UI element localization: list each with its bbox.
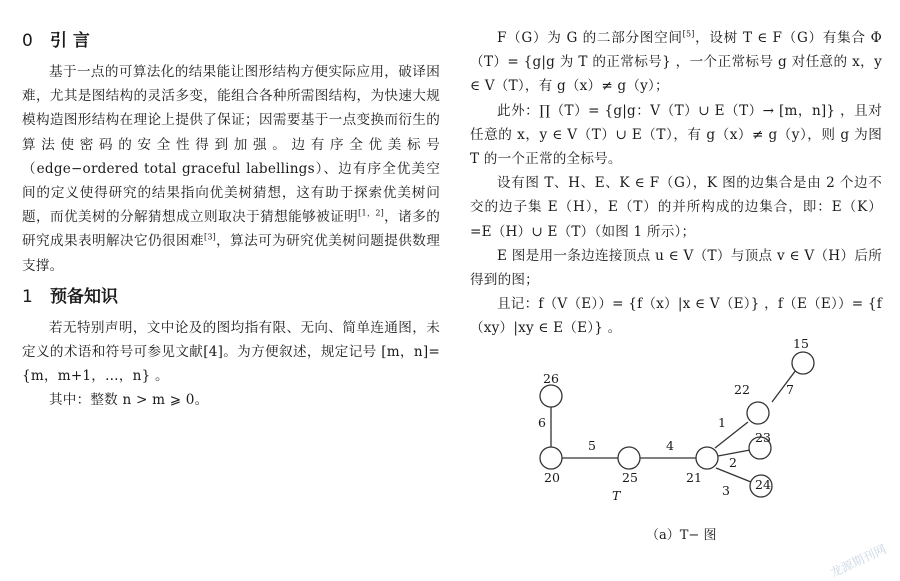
vertex-20 — [540, 447, 562, 469]
edge-label-2: 2 — [729, 455, 737, 470]
vertex-label-23: 23 — [755, 430, 771, 445]
graph-label: T — [612, 488, 621, 503]
edge-3 — [716, 468, 751, 482]
edge-label-5: 5 — [588, 438, 596, 453]
vertex-15 — [792, 352, 814, 374]
left-column — [22, 0, 440, 413]
watermark: 龙源期刊网 — [828, 541, 889, 580]
figure-caption: （a）T− 图 — [646, 528, 717, 543]
edge-label-4: 4 — [666, 438, 674, 453]
definition-paragraph-1: F（G）为 G 的二部分图空间[5]，设树 T ∈ F（G）有集合 Φ（T）= {g|g 为 T 的正常标号} ，一个正常标号 g 对任意的 x，y ∈ V（T），有 g（x）≠ g（y）； — [470, 29, 883, 95]
edge-label-7: 7 — [786, 382, 794, 397]
vertex-label-20: 20 — [544, 470, 560, 485]
tree-figure-svg — [470, 330, 882, 570]
vertex-21 — [696, 447, 718, 469]
definition-paragraph-4: E 图是用一条边连接顶点 u ∈ V（T）与顶点 v ∈ V（H）后所得到的图； — [470, 247, 882, 289]
section-heading-intro: 0 引 言 — [22, 31, 90, 51]
edge-label-1: 1 — [718, 415, 726, 430]
tree-figure — [470, 330, 882, 570]
vertex-label-15: 15 — [793, 336, 809, 351]
definition-paragraph-5: 且记：f（V（E））= {f（x）|x ∈ V（E）} ，f（E（E））= {f（xy）|xy ∈ E（E）} 。 — [470, 296, 882, 337]
integer-condition: 其中：整数 n > m ⩾ 0。 — [49, 392, 209, 409]
preliminaries-paragraph: 若无特别声明，文中论及的图均指有限、无向、简单连通图，未定义的术语和符号可参见文献[4]。为方便叙述，规定记号 [m，n]= {m，m+1，…，n} 。 — [22, 319, 440, 385]
edge-label-3: 3 — [722, 483, 730, 498]
definition-paragraph-3: 设有图 T、H、E、K ∈ F（G），K 图的边集合是由 2 个边不交的边子集 E（H），E（T）的并所构成的边集合，即：E（K）=E（H）∪ E（T）（如图 1 所示）； — [470, 175, 882, 240]
section-heading-preliminaries: 1 预备知识 — [22, 286, 118, 307]
vertex-label-24: 24 — [755, 477, 771, 492]
vertex-label-25: 25 — [622, 470, 638, 485]
vertex-label-26: 26 — [543, 371, 559, 386]
vertex-22 — [747, 402, 769, 424]
vertex-25 — [618, 447, 640, 469]
definition-paragraph-2: 此外：∏（T）= {g|g：V（T）∪ E（T）→ [m，n]} ，且对任意的 x，y ∈ V（T）∪ E（T），有 g（x）≠ g（y），则 g 为图 T 的一个正常的全标号。 — [470, 102, 882, 168]
vertex-label-22: 22 — [734, 382, 750, 397]
intro-paragraph: 基于一点的可算法化的结果能让图形结构方便实际应用，破译困难，尤其是图结构的灵活多变，能组合各种所需图结构，为快速大规模构造图形结构在理论上提供了保证；因需要基于一点变换而衍生的算法使密码的安全性得到加强。边有序全优美标号（edge−ordered total graceful labellings）、边有序全优美空间的定义使得研究的结果指向优美树猜想，这有助于探索优美树问题，而优美树的分解猜想成立则取决于猜想能够被证明[1，2]，诸多的研究成果表明解决它仍很困难[3]，算法可为研究优美树问题提供数理支撑。 — [22, 64, 440, 274]
edge-label-6: 6 — [538, 415, 546, 430]
right-column — [470, 0, 882, 341]
vertex-26 — [540, 385, 562, 407]
vertex-label-21: 21 — [686, 470, 702, 485]
